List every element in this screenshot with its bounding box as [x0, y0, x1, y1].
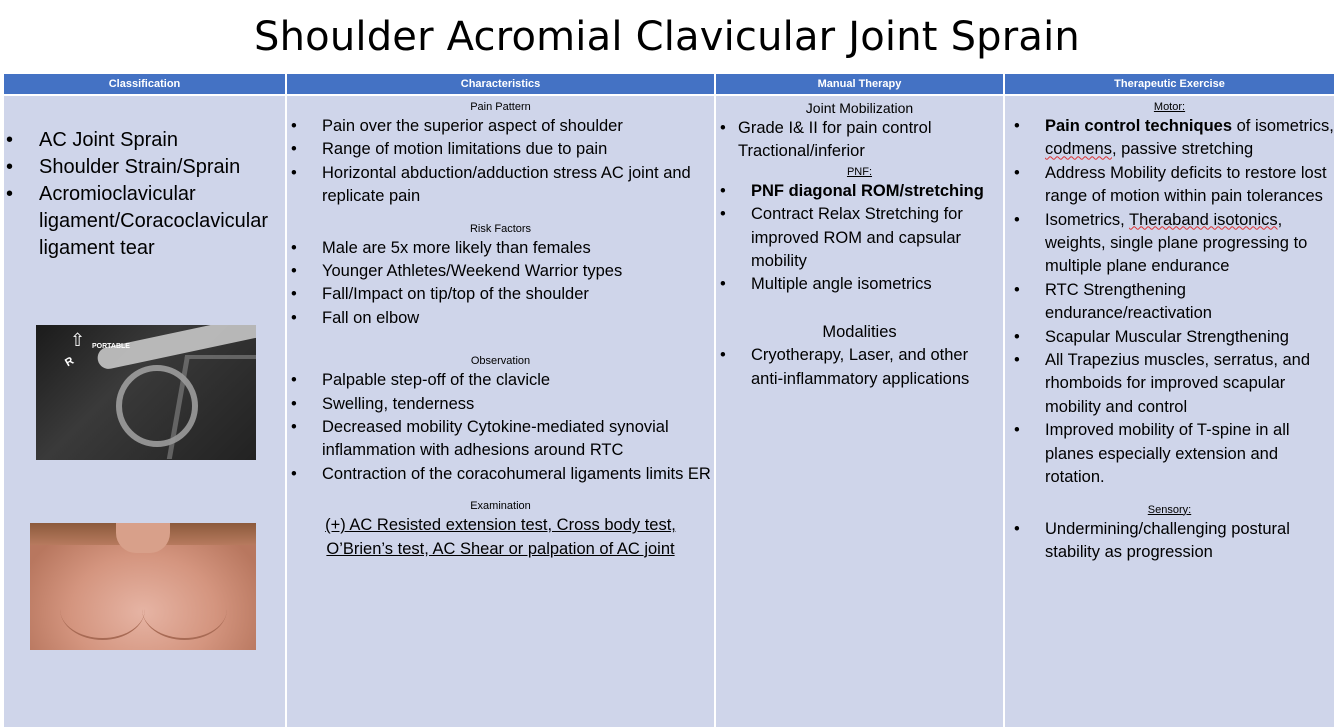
- xray-side-marker: R: [63, 354, 77, 370]
- pnf-list: [716, 180, 1003, 297]
- motor-text: Isometrics,: [1045, 210, 1130, 229]
- examination-heading: Examination: [470, 500, 531, 513]
- up-arrow-icon: ⇧: [70, 330, 86, 350]
- observation-list: [287, 369, 714, 486]
- therapeutic-exercise-header: Therapeutic Exercise: [1005, 74, 1334, 94]
- xray-image: [36, 325, 256, 460]
- therapeutic-exercise-column: [1005, 74, 1334, 727]
- list-item: • Contract Relax Stretching for improved ROM and capsular mobility: [716, 203, 1003, 273]
- therapeutic-exercise-body: [1005, 96, 1334, 727]
- list-item: • Scapular Muscular Strengthening: [1005, 326, 1334, 349]
- modalities-list: [716, 344, 1003, 391]
- list-item: • RTC Strengthening endurance/reactivation: [1005, 279, 1334, 326]
- list-item: • Fall/Impact on tip/top of the shoulder: [287, 283, 714, 306]
- list-item: • Pain over the superior aspect of shoulder: [287, 115, 714, 138]
- xray-label: PORTABLE: [92, 343, 130, 350]
- motor-text: , weights, single plane progressing to multiple plane endurance: [1045, 210, 1308, 276]
- list-item: • Improved mobility of T-spine in all planes especially extension and rotation.: [1005, 419, 1334, 489]
- examination-text: (+) AC Resisted extension test, Cross body test, O’Brien’s test, AC Shear or palpation of AC joint: [325, 516, 676, 558]
- sensory-list: [1005, 518, 1334, 565]
- list-item: • Decreased mobility Cytokine-mediated synovial inflammation with adhesions around RTC: [287, 416, 714, 463]
- list-item: • Younger Athletes/Weekend Warrior types: [287, 260, 714, 283]
- list-item: • Acromioclavicular ligament/Coracoclavicular ligament tear: [4, 181, 285, 262]
- classification-column: [4, 74, 285, 727]
- pnf-bold-text: PNF diagonal ROM/stretching: [751, 181, 984, 200]
- list-item: • Multiple angle isometrics: [716, 273, 1003, 296]
- classification-header: Classification: [4, 74, 285, 94]
- list-item: • Palpable step-off of the clavicle: [287, 369, 714, 392]
- manual-therapy-header: Manual Therapy: [716, 74, 1003, 94]
- motor-text: , passive stretching: [1111, 140, 1254, 159]
- risk-factors-heading: Risk Factors: [469, 222, 532, 235]
- list-item: • Horizontal abduction/adduction stress AC joint and replicate pain: [287, 162, 714, 209]
- manual-therapy-column: [716, 74, 1003, 727]
- list-item: • Grade I& II for pain control Tractional/inferior: [716, 117, 1003, 164]
- motor-heading: Motor:: [1153, 101, 1186, 113]
- spellcheck-word: codmens: [1045, 140, 1112, 159]
- chest-photo: [30, 523, 256, 650]
- list-item: • Male are 5x more likely than females: [287, 237, 714, 260]
- list-item: • Contraction of the coracohumeral ligaments limits ER: [287, 463, 714, 486]
- list-item: [716, 180, 1003, 203]
- risk-factors-list: [287, 237, 714, 331]
- characteristics-column: [287, 74, 714, 727]
- list-item: • Fall on elbow: [287, 307, 714, 330]
- observation-heading: Observation: [470, 355, 531, 368]
- motor-text: of isometrics,: [1232, 117, 1334, 135]
- list-item: • Cryotherapy, Laser, and other anti-inflammatory applications: [716, 344, 1003, 391]
- list-item: • Address Mobility deficits to restore lost range of motion within pain tolerances: [1005, 162, 1334, 209]
- joint-mobilization-list: [716, 117, 1003, 164]
- motor-list: [1005, 115, 1334, 490]
- characteristics-header: Characteristics: [287, 74, 714, 94]
- motor-bold-text: Pain control techniques: [1045, 117, 1233, 135]
- pain-pattern-heading: Pain Pattern: [470, 101, 531, 113]
- modalities-heading: Modalities: [822, 322, 897, 341]
- list-item: [1005, 115, 1334, 162]
- list-item: [1005, 209, 1334, 279]
- manual-therapy-body: [716, 96, 1003, 727]
- classification-list: [4, 96, 285, 262]
- characteristics-body: [287, 96, 714, 727]
- list-item: • Undermining/challenging postural stability as progression: [1005, 518, 1334, 565]
- page-title: Shoulder Acromial Clavicular Joint Sprain: [254, 14, 1080, 60]
- list-item: • Range of motion limitations due to pain: [287, 138, 714, 161]
- list-item: • Shoulder Strain/Sprain: [4, 154, 285, 181]
- list-item: • Swelling, tenderness: [287, 393, 714, 416]
- content-table: [4, 74, 1334, 727]
- pnf-heading: PNF:: [846, 165, 873, 178]
- spellcheck-word: Theraband isotonics: [1129, 210, 1278, 229]
- sensory-heading: Sensory:: [1147, 503, 1192, 516]
- list-item: • All Trapezius muscles, serratus, and rhomboids for improved scapular mobility and control: [1005, 349, 1334, 419]
- classification-body: [4, 96, 285, 727]
- list-item: • AC Joint Sprain: [4, 127, 285, 154]
- pain-pattern-list: [287, 115, 714, 209]
- joint-mobilization-heading: Joint Mobilization: [805, 100, 914, 116]
